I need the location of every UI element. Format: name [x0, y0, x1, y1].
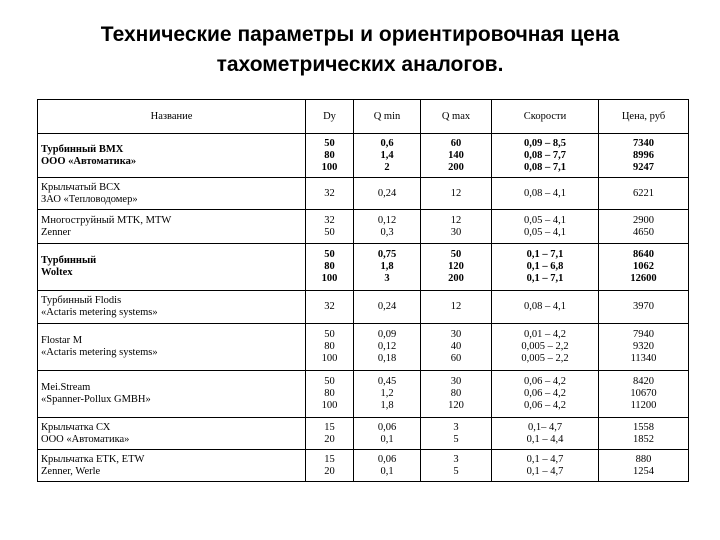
table-row — [38, 324, 689, 371]
cell-qmax: 30 40 60 — [421, 324, 492, 371]
header-qmin: Q min — [354, 100, 421, 134]
cell-dy: 50 80 100 — [306, 134, 354, 178]
cell-dy: 15 20 — [306, 450, 354, 482]
cell-price: 2900 4650 — [599, 210, 689, 244]
cell-qmin: 0,6 1,4 2 — [354, 134, 421, 178]
cell-qmin: 0,06 0,1 — [354, 418, 421, 450]
cell-qmin: 0,75 1,8 3 — [354, 244, 421, 291]
page-title — [0, 20, 720, 80]
cell-dy: 50 80 100 — [306, 244, 354, 291]
cell-speeds: 0,01 – 4,2 0,005 – 2,2 0,005 – 2,2 — [492, 324, 599, 371]
table-header-row — [38, 100, 689, 134]
cell-name: Турбинный Flodis «Actaris metering systems» — [38, 291, 306, 324]
table-row — [38, 178, 689, 210]
cell-speeds: 0,06 – 4,2 0,06 – 4,2 0,06 – 4,2 — [492, 371, 599, 418]
cell-dy: 32 50 — [306, 210, 354, 244]
cell-dy: 15 20 — [306, 418, 354, 450]
header-name: Название — [38, 100, 306, 134]
table-row — [38, 418, 689, 450]
cell-dy: 50 80 100 — [306, 371, 354, 418]
cell-qmax: 30 80 120 — [421, 371, 492, 418]
cell-name: Турбинный ВМХ ООО «Автоматика» — [38, 134, 306, 178]
cell-speeds: 0,1– 4,7 0,1 – 4,4 — [492, 418, 599, 450]
cell-speeds: 0,1 – 4,7 0,1 – 4,7 — [492, 450, 599, 482]
cell-price: 1558 1852 — [599, 418, 689, 450]
title-line-1: Технические параметры и ориентировочная цена — [100, 23, 620, 46]
cell-name: Крыльчатый ВСХ ЗАО «Тепловодомер» — [38, 178, 306, 210]
table-row — [38, 371, 689, 418]
cell-dy: 32 — [306, 178, 354, 210]
table-row — [38, 450, 689, 482]
cell-price: 7940 9320 11340 — [599, 324, 689, 371]
cell-price: 880 1254 — [599, 450, 689, 482]
cell-name: Flostar M «Actaris metering systems» — [38, 324, 306, 371]
cell-qmax: 60 140 200 — [421, 134, 492, 178]
table-row — [38, 244, 689, 291]
header-speeds: Скорости — [492, 100, 599, 134]
table-row — [38, 210, 689, 244]
cell-qmax: 50 120 200 — [421, 244, 492, 291]
header-dy: Dy — [306, 100, 354, 134]
cell-speeds: 0,08 – 4,1 — [492, 291, 599, 324]
cell-speeds: 0,09 – 8,5 0,08 – 7,7 0,08 – 7,1 — [492, 134, 599, 178]
cell-qmin: 0,45 1,2 1,8 — [354, 371, 421, 418]
cell-qmin: 0,24 — [354, 291, 421, 324]
cell-speeds: 0,1 – 7,1 0,1 – 6,8 0,1 – 7,1 — [492, 244, 599, 291]
cell-price: 8420 10670 11200 — [599, 371, 689, 418]
cell-qmin: 0,09 0,12 0,18 — [354, 324, 421, 371]
header-qmax: Q max — [421, 100, 492, 134]
parameters-table — [37, 99, 689, 482]
cell-name: Крыльчатка СХ ООО «Автоматика» — [38, 418, 306, 450]
table-row — [38, 134, 689, 178]
table-row — [38, 291, 689, 324]
cell-qmax: 12 30 — [421, 210, 492, 244]
title-line-2: тахометрических аналогов. — [216, 53, 504, 76]
cell-qmax: 12 — [421, 178, 492, 210]
cell-qmin: 0,24 — [354, 178, 421, 210]
cell-price: 8640 1062 12600 — [599, 244, 689, 291]
cell-qmax: 3 5 — [421, 418, 492, 450]
cell-dy: 32 — [306, 291, 354, 324]
cell-qmax: 12 — [421, 291, 492, 324]
cell-speeds: 0,08 – 4,1 — [492, 178, 599, 210]
cell-speeds: 0,05 – 4,1 0,05 – 4,1 — [492, 210, 599, 244]
cell-qmax: 3 5 — [421, 450, 492, 482]
cell-price: 3970 — [599, 291, 689, 324]
cell-name: Турбинный Woltex — [38, 244, 306, 291]
cell-dy: 50 80 100 — [306, 324, 354, 371]
cell-name: Многоструйный MTK, MTW Zenner — [38, 210, 306, 244]
cell-price: 6221 — [599, 178, 689, 210]
header-price: Цена, руб — [599, 100, 689, 134]
cell-qmin: 0,06 0,1 — [354, 450, 421, 482]
cell-name: Mei.Stream «Spanner-Pollux GMBH» — [38, 371, 306, 418]
cell-qmin: 0,12 0,3 — [354, 210, 421, 244]
cell-price: 7340 8996 9247 — [599, 134, 689, 178]
cell-name: Крыльчатка ETK, ETW Zenner, Werle — [38, 450, 306, 482]
